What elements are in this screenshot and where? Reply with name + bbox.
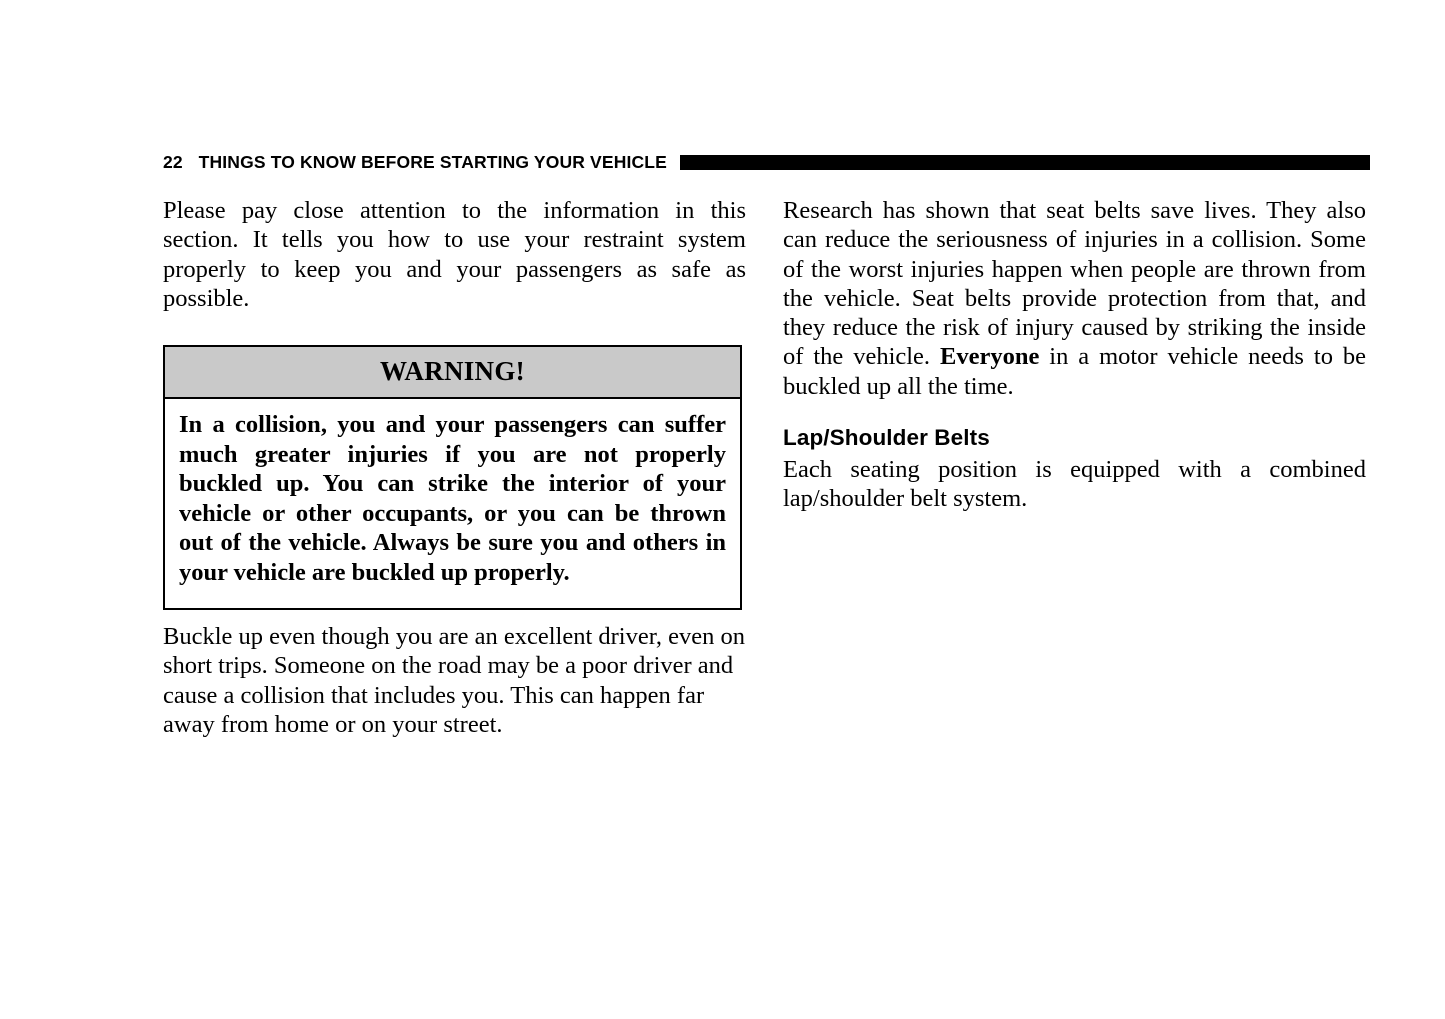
warning-box xyxy=(163,345,742,610)
page-number: 22 xyxy=(163,152,183,172)
research-paragraph-part2: in a motor vehicle needs to be buckled up all the time. xyxy=(783,343,1367,400)
header-rule-bar xyxy=(680,155,1370,170)
buckle-up-paragraph: Buckle up even though you are an excellent driver, even on short trips. Someone on the road may be a poor driver and cause a collision that includes you. This can happen far away from home or on your street. xyxy=(163,623,746,738)
header-section-title: THINGS TO KNOW BEFORE STARTING YOUR VEHICLE xyxy=(198,152,667,172)
research-paragraph xyxy=(783,196,1366,401)
section-heading-lap-shoulder-belts: Lap/Shoulder Belts xyxy=(783,425,990,451)
warning-title: WARNING! xyxy=(165,347,740,399)
right-column xyxy=(783,196,1366,514)
lap-shoulder-belts-section xyxy=(783,425,1366,514)
left-column xyxy=(163,196,746,313)
lap-shoulder-belts-paragraph: Each seating position is equipped with a combined lap/shoulder belt system. xyxy=(783,456,1366,513)
research-paragraph-emphasis: Everyone xyxy=(940,343,1040,371)
research-paragraph-part1: Research has shown that seat belts save lives. They also can reduce the seriousness of injuries in a collision. Some of the worst injuries happen when people are thrown from the vehicle. Seat belts provide protection from that, and they reduce the risk of injury caused by striking the inside of the vehicle. xyxy=(783,197,1366,371)
intro-paragraph: Please pay close attention to the information in this section. It tells you how to use your restraint system properly to keep you and your passengers as safe as possible. xyxy=(163,197,746,312)
running-header xyxy=(163,150,1370,174)
after-warning-block xyxy=(163,622,746,739)
warning-body-text: In a collision, you and your passengers can suffer much greater injuries if you are not properly buckled up. You can strike the interior of your vehicle or other occupants, or you can be thrown out of the vehicle. Always be sure you and others in your vehicle are buckled up properly. xyxy=(179,411,726,586)
